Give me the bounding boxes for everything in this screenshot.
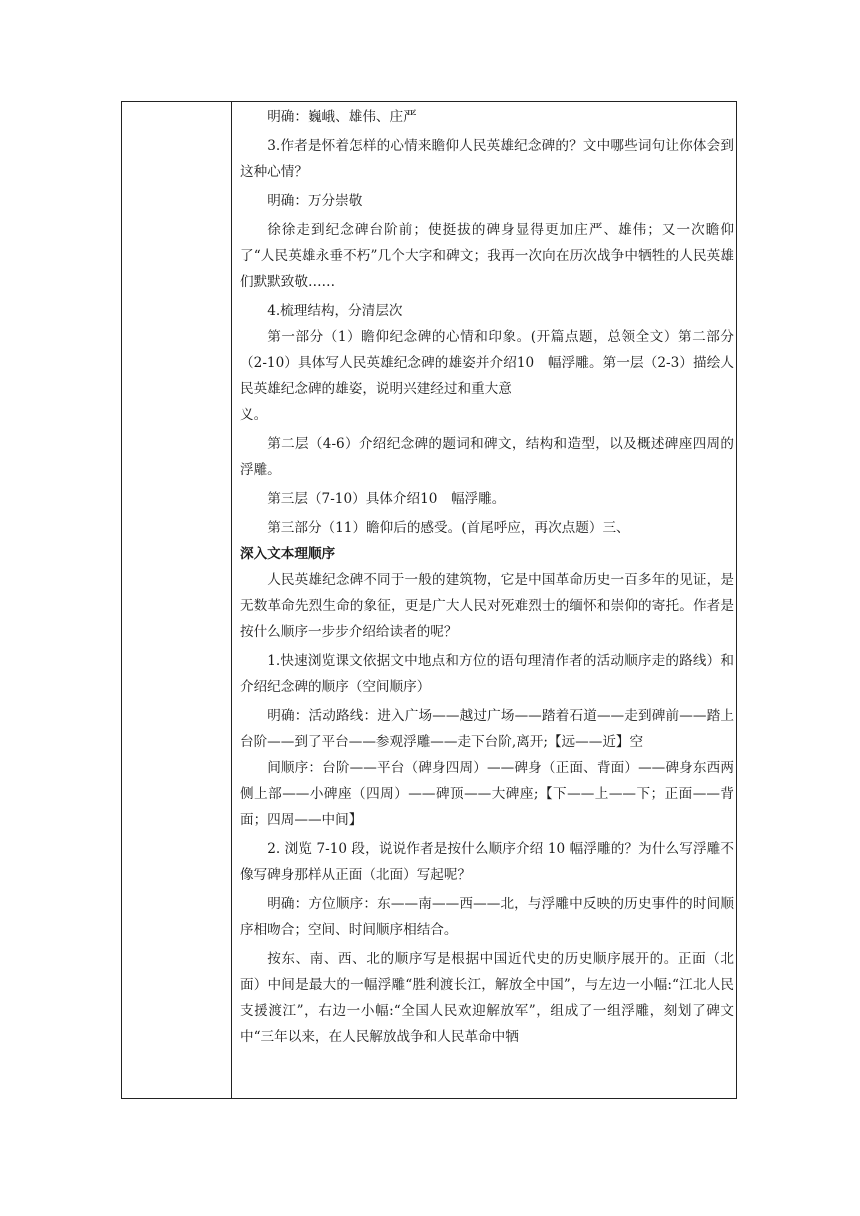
answer-paragraph: 明确：方位顺序：东——南——西——北，与浮雕中反映的历史事件的时间顺序相吻合；空间、时间顺序相结合。	[240, 896, 734, 938]
content-cell	[240, 104, 734, 1053]
structure-layer-2: 第二层（4-6）介绍纪念碑的题词和碑文，结构和造型，以及概述碑座四周的浮雕。	[240, 436, 734, 478]
question-paragraph: 2. 浏览 7-10 段，说说作者是按什么顺序介绍 10 幅浮雕的？为什么写浮雕不像写碑身那样从正面（北面）写起呢？	[240, 841, 734, 883]
answer-paragraph: 明确：巍峨、雄伟、庄严	[267, 109, 417, 125]
section-heading: 深入文本理顺序	[240, 546, 336, 562]
question-paragraph: 1.快速浏览课文依据文中地点和方位的语句理清作者的活动顺序走的路线）和介绍纪念碑的顺序（空间顺序）	[240, 653, 734, 695]
structure-paragraph-continuation: 义。	[240, 407, 268, 423]
answer-paragraph: 明确：万分崇敬	[267, 193, 363, 209]
structure-layer-3: 第三层（7-10）具体介绍10 幅浮雕。	[267, 491, 506, 507]
answer-paragraph-continuation: 间顺序：台阶——平台（碑身四周）——碑身（正面、背面）——碑身东西两侧上部——小碑座（四周）——碑顶——大碑座;【下——上——下；正面——背面；四周——中间】	[240, 760, 734, 828]
step-title: 4.梳理结构，分清层次	[267, 303, 403, 319]
column-divider	[231, 102, 232, 1098]
lesson-table	[121, 101, 737, 1099]
body-paragraph: 按东、南、西、北的顺序写是根据中国近代史的历史顺序展开的。正面（北面）中间是最大的一幅浮雕“胜利渡长江，解放全中国”，与左边一小幅:“江北人民支援渡江”，右边一小幅:“全国人民欢迎解放军”，组成了一组浮雕，刻划了碑文中“三年以来，在人民解放战争和人民革命中牺	[240, 951, 734, 1045]
answer-paragraph: 明确：活动路线：进入广场——越过广场——踏着石道——走到碑前——踏上台阶——到了平台——参观浮雕——走下台阶,离开;【远——近】空	[240, 708, 734, 750]
question-paragraph: 3.作者是怀着怎样的心情来瞻仰人民英雄纪念碑的？文中哪些词句让你体会到这种心情？	[240, 138, 734, 180]
body-paragraph: 徐徐走到纪念碑台阶前；使挺拔的碑身显得更加庄严、雄伟；又一次瞻仰了“人民英雄永垂不朽”几个大字和碑文；我再一次向在历次战争中牺牲的人民英雄们默默致敬……	[240, 222, 734, 290]
body-paragraph: 人民英雄纪念碑不同于一般的建筑物，它是中国革命历史一百多年的见证，是无数革命先烈生命的象征，更是广大人民对死难烈士的缅怀和崇仰的寄托。作者是按什么顺序一步步介绍给读者的呢？	[240, 572, 734, 640]
structure-paragraph: 第一部分（1）瞻仰纪念碑的心情和印象。(开篇点题，总领全文）第二部分（2-10）具体写人民英雄纪念碑的雄姿并介绍10 幅浮雕。第一层（2-3）描绘人民英雄纪念碑的雄姿，说明兴建经过和重大意	[240, 329, 734, 397]
structure-part-3: 第三部分（11）瞻仰后的感受。(首尾呼应，再次点题）三、	[267, 520, 630, 536]
